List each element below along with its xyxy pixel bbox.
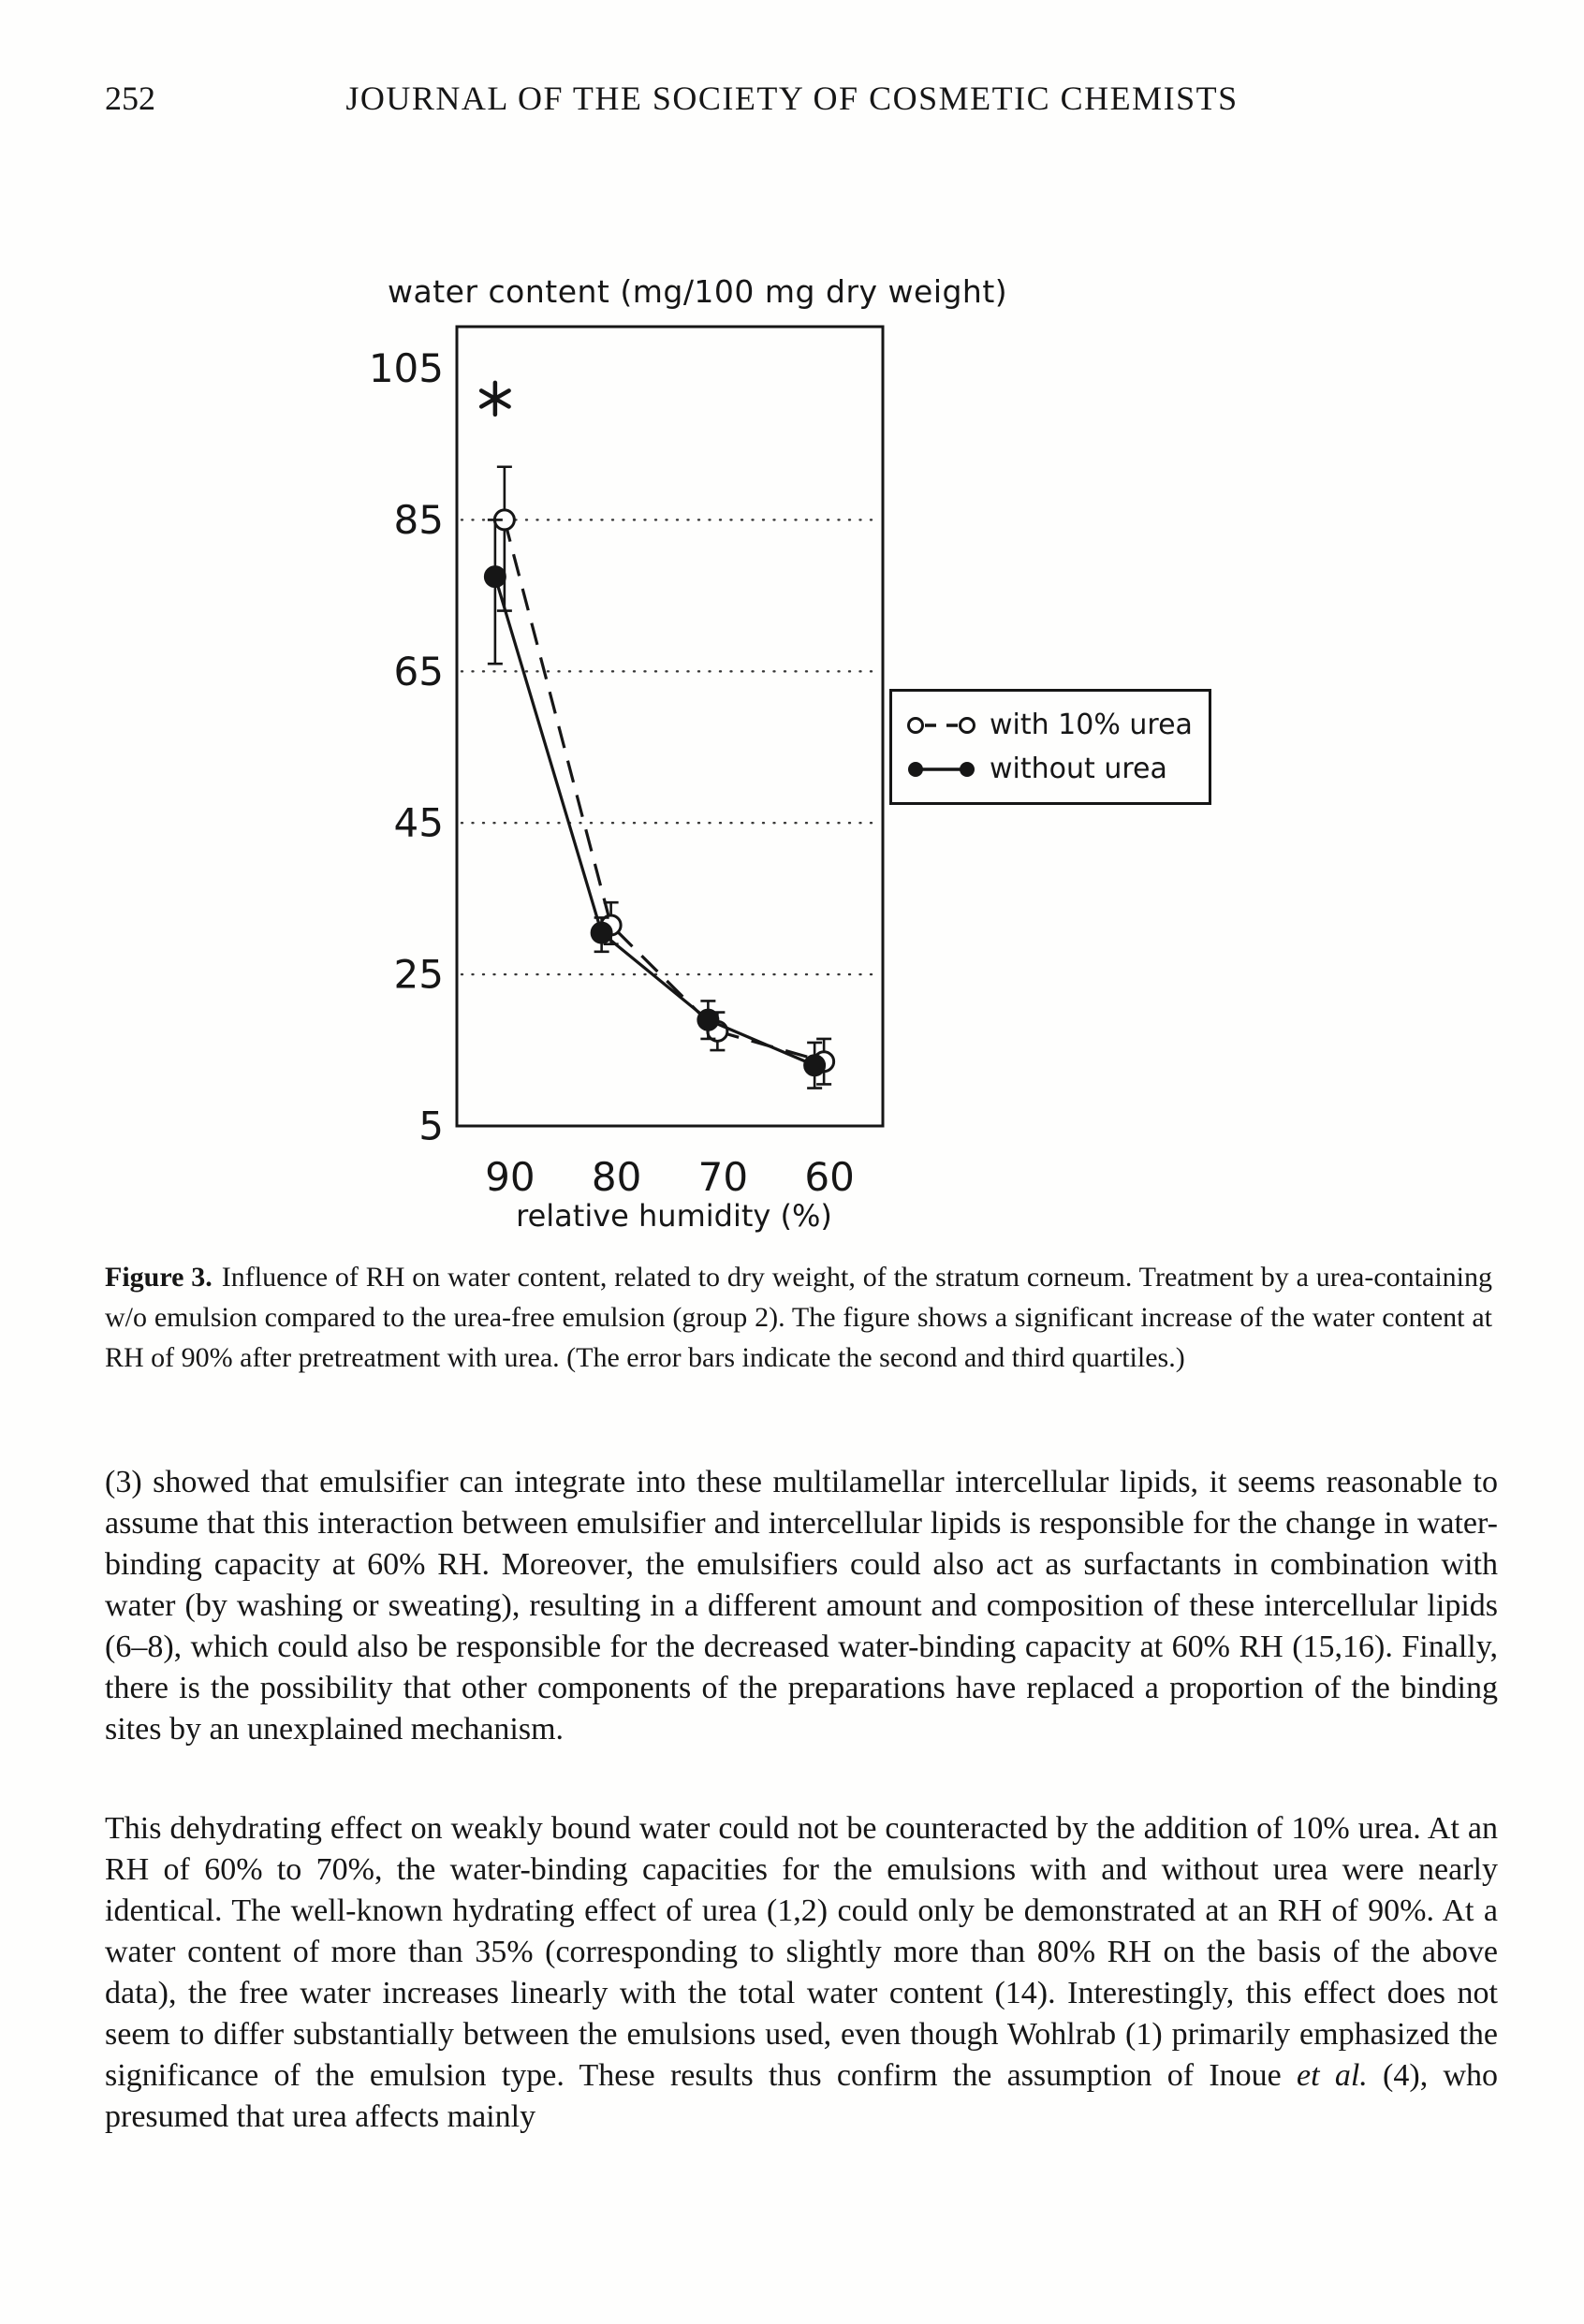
- y-tick-label: 85: [393, 496, 444, 543]
- y-tick-label: 45: [393, 799, 444, 846]
- paragraph-2-text-end: (4), who presumed that urea affects mainly: [105, 2058, 1499, 2134]
- legend-entry-with-urea: [907, 709, 1209, 741]
- x-tick-label: 90: [485, 1154, 535, 1200]
- y-tick-label: 65: [393, 648, 444, 694]
- chart-y-axis-title: water content (mg/100 mg dry weight): [388, 273, 1008, 310]
- page-number: 252: [105, 80, 155, 117]
- paragraph-2-text: This dehydrating effect on weakly bound water could not be counteracted by the addition of 10% urea. At an RH of 60% to 70%, the water-binding capacities for the emulsions with and without urea were nearly identical. The well-known hydrating effect of urea (1,2) could only be demonstrated at an RH of 90%. At a water content of more than 35% (corresponding to slightly more than 80% RH on the basis of the above data), the free water increases linearly with the total water content (14). Interestingly, this effect does not seem to differ substantially between the emulsions used, even though Wohlrab (1) primarily emphasized the significance of the emulsion type. These results thus confirm the assumption of Inoue: [105, 1811, 1498, 2093]
- y-tick-label: 105: [368, 345, 444, 392]
- y-tick-label: 25: [393, 951, 444, 998]
- legend-label: without urea: [990, 753, 1167, 785]
- body-paragraph-2: [105, 1808, 1498, 2138]
- chart-x-axis-title: relative humidity (%): [516, 1198, 832, 1234]
- figure-caption-text: Influence of RH on water content, related to dry weight, of the stratum corneum. Treatment by a urea-containing w/o emulsion compared to the urea-free emulsion (group 2). The figure shows a significant increase of the water content at RH of 90% after pretreatment with urea. (The error bars indicate the second and third quartiles.): [105, 1262, 1493, 1373]
- filled-circle-marker: [485, 567, 505, 587]
- x-tick-label: 60: [804, 1154, 855, 1200]
- filled-circle-marker: [698, 1010, 718, 1030]
- open-circle-dashed-line-icon: [907, 713, 976, 738]
- journal-title: JOURNAL OF THE SOCIETY OF COSMETIC CHEMISTS: [345, 80, 1239, 117]
- legend-entry-without-urea: [907, 753, 1209, 785]
- figure-caption: [105, 1257, 1492, 1378]
- filled-circle-marker: [592, 923, 611, 943]
- series-line-2: [495, 577, 814, 1065]
- filled-circle-marker: [805, 1056, 825, 1075]
- legend-label: with 10% urea: [990, 709, 1193, 741]
- x-tick-label: 80: [591, 1154, 642, 1200]
- et-al-italic: et al.: [1297, 2058, 1368, 2093]
- figure-caption-label: Figure 3.: [105, 1262, 213, 1293]
- body-paragraph-1: (3) showed that emulsifier can integrate into these multilamellar intercellular lipids, it seems reasonable to assume that this interaction between emulsifier and intercellular lipids is responsible for the change in water-binding capacity at 60% RH. Moreover, the emulsifiers could also act as surfactants in combination with water (by washing or sweating), resulting in a different amount and composition of these intercellular lipids (6–8), which could also be responsible for the decreased water-binding capacity at 60% RH (15,16). Finally, there is the possibility that other components of the preparations have replaced a proportion of the binding sites by an unexplained mechanism.: [105, 1465, 1498, 1747]
- plot-border: [457, 327, 883, 1126]
- x-tick-label: 70: [697, 1154, 749, 1200]
- y-tick-label: 5: [418, 1103, 444, 1149]
- filled-circle-solid-line-icon: [907, 757, 976, 782]
- chart-legend: [889, 689, 1211, 805]
- series-line-1: [505, 519, 824, 1061]
